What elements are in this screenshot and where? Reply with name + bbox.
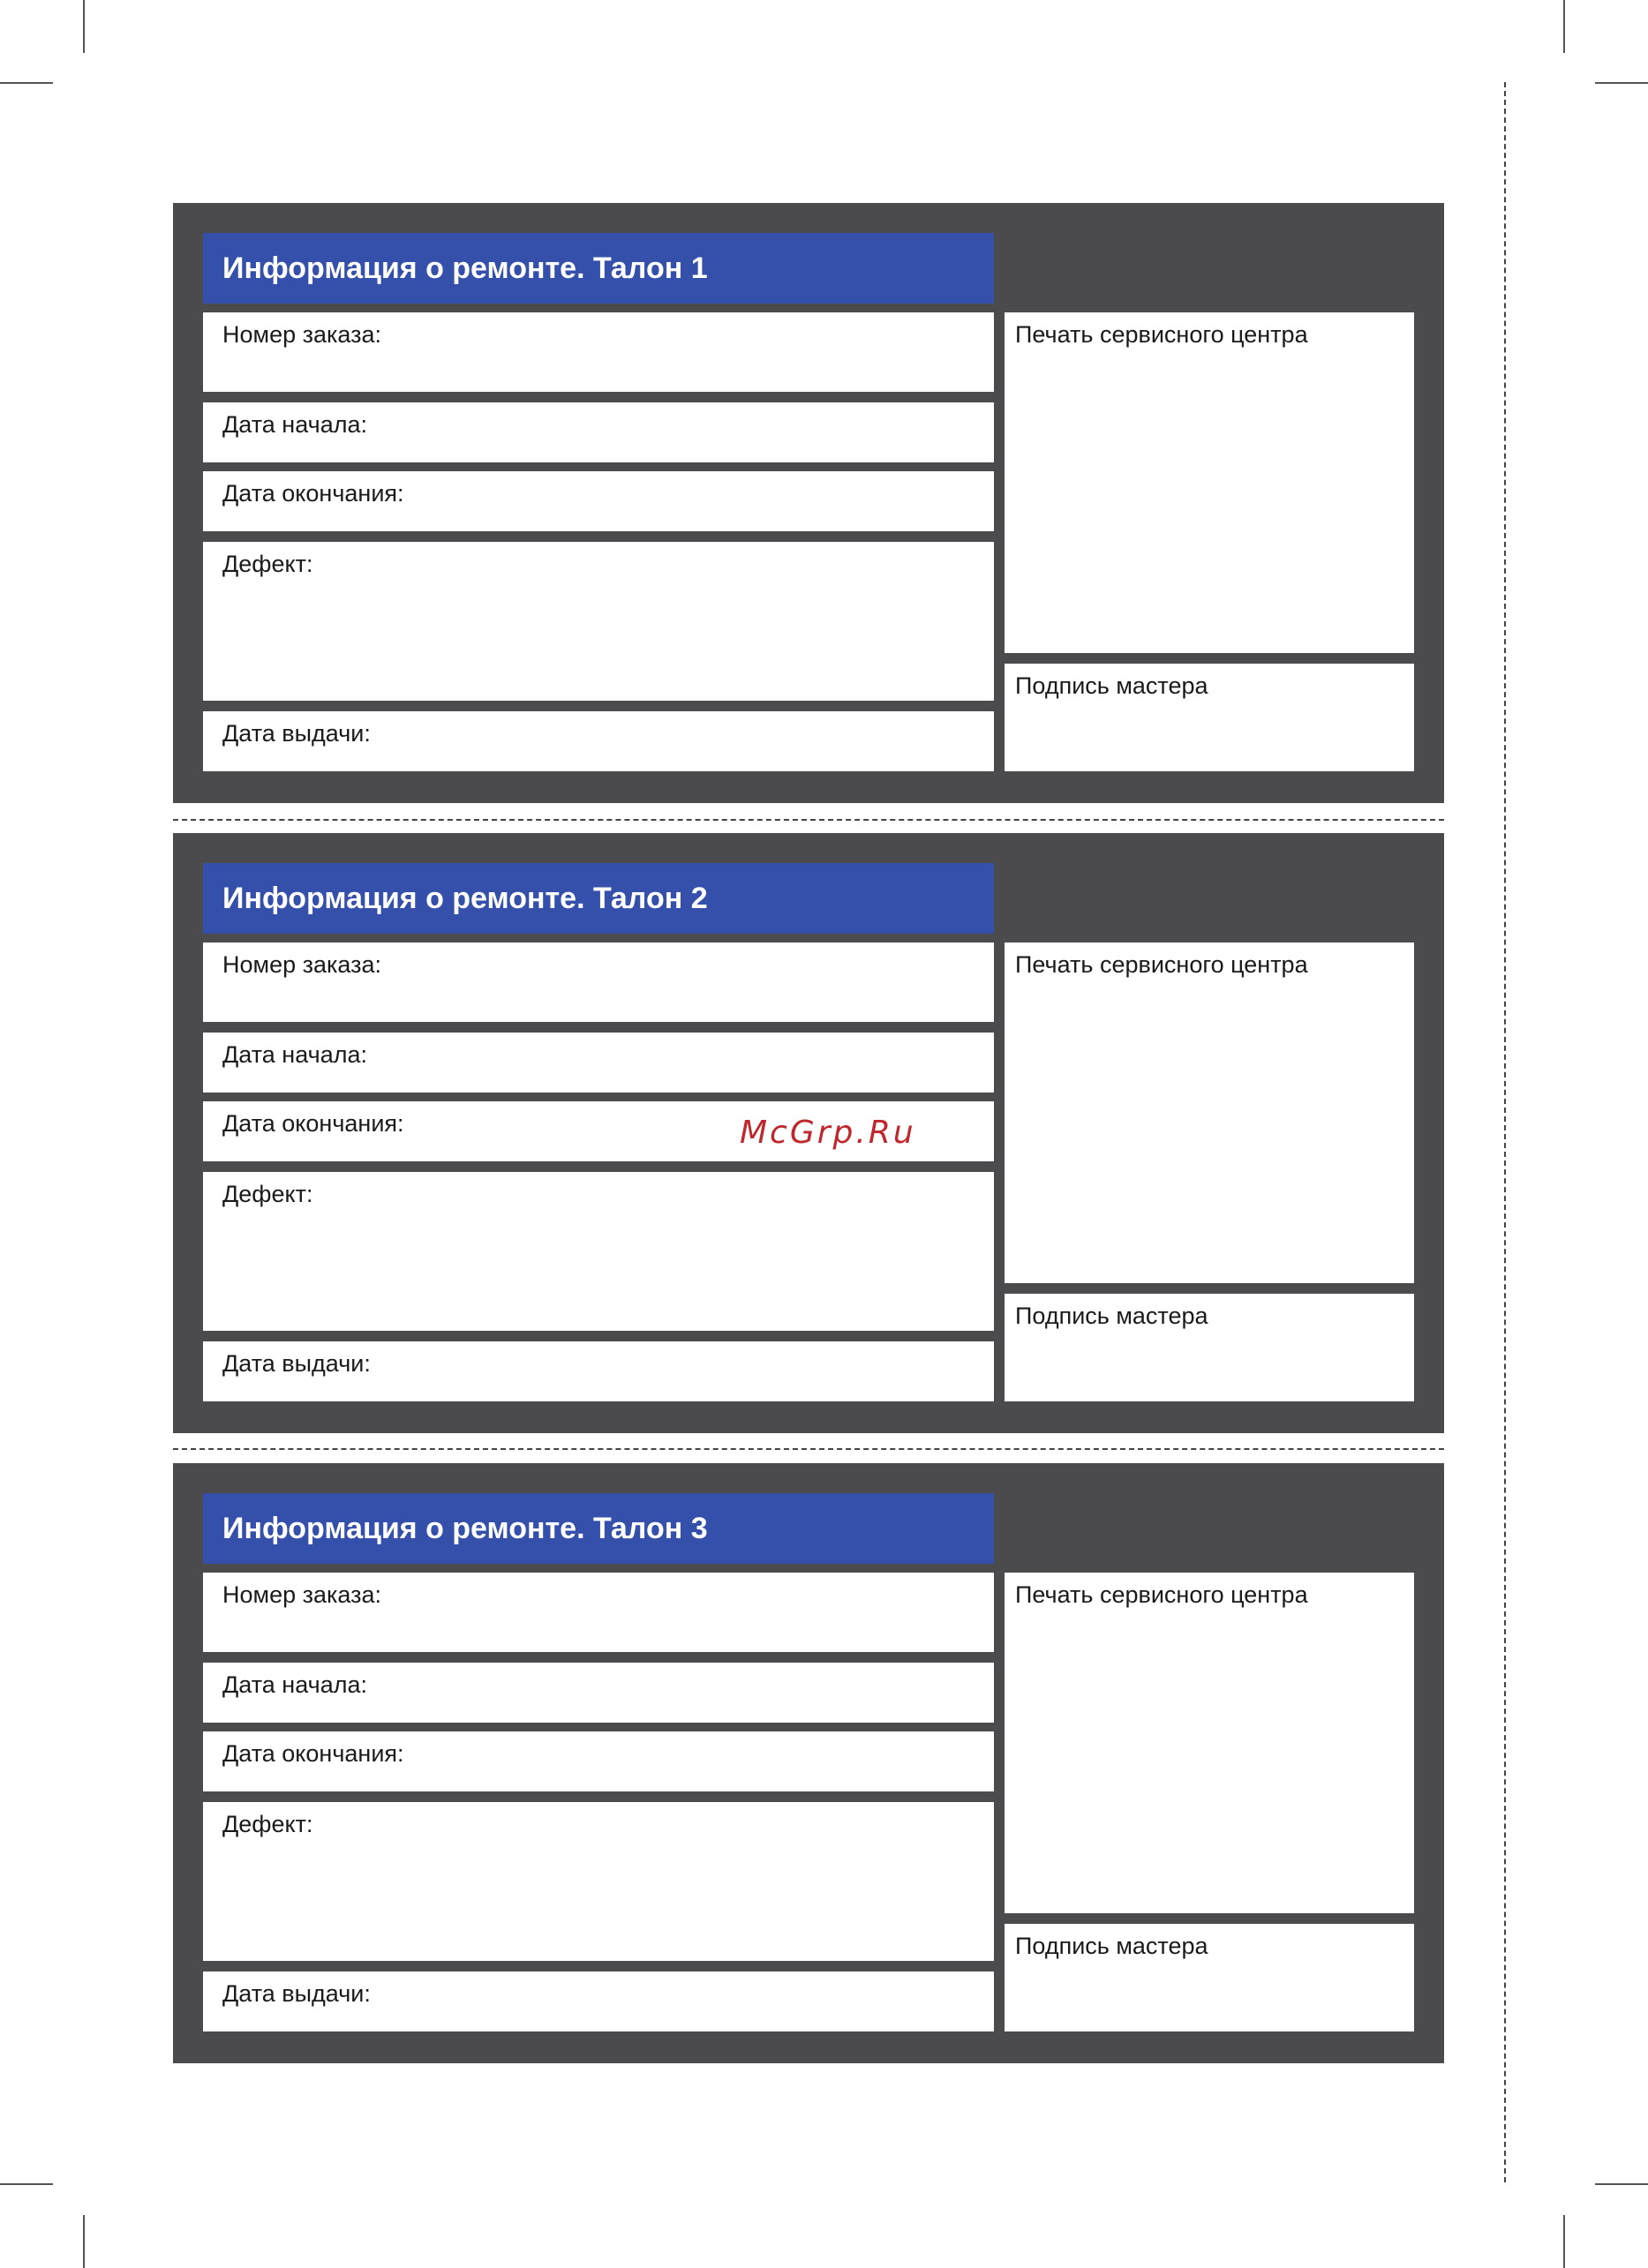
order-number-field[interactable]: Номер заказа: [203,312,994,392]
master-signature-box[interactable]: Подпись мастера [1005,1924,1414,2031]
end-date-field[interactable]: Дата окончания: [203,1731,994,1791]
crop-mark [1595,82,1648,84]
watermark-text: McGrp.Ru [740,1115,916,1151]
issue-date-field[interactable]: Дата выдачи: [203,711,994,771]
coupon-title: Информация о ремонте. Талон 3 [203,1493,994,1564]
crop-mark [0,82,53,84]
start-date-field[interactable]: Дата начала: [203,1663,994,1723]
service-stamp-box: Печать сервисного центра [1005,1573,1414,1913]
crop-mark [1563,2215,1565,2268]
issue-date-field[interactable]: Дата выдачи: [203,1971,994,2031]
cut-line-horizontal [173,819,1444,821]
defect-field[interactable]: Дефект: [203,1172,994,1331]
order-number-field[interactable]: Номер заказа: [203,1573,994,1652]
repair-coupon-1 [173,203,1444,803]
cut-line-vertical [1504,82,1506,2182]
start-date-field[interactable]: Дата начала: [203,1033,994,1093]
defect-field[interactable]: Дефект: [203,542,994,701]
coupon-title: Информация о ремонте. Талон 1 [203,233,994,304]
service-stamp-box: Печать сервисного центра [1005,312,1414,653]
repair-coupon-3 [173,1463,1444,2063]
cut-line-horizontal [173,1448,1444,1450]
issue-date-field[interactable]: Дата выдачи: [203,1341,994,1401]
crop-mark [83,2215,85,2268]
master-signature-box[interactable]: Подпись мастера [1005,1294,1414,1401]
crop-mark [0,2183,53,2185]
order-number-field[interactable]: Номер заказа: [203,942,994,1022]
master-signature-box[interactable]: Подпись мастера [1005,664,1414,771]
service-stamp-box: Печать сервисного центра [1005,942,1414,1283]
end-date-field[interactable]: Дата окончания: [203,1101,994,1161]
crop-mark [1595,2183,1648,2185]
defect-field[interactable]: Дефект: [203,1802,994,1961]
end-date-field[interactable]: Дата окончания: [203,471,994,531]
coupon-title: Информация о ремонте. Талон 2 [203,863,994,934]
start-date-field[interactable]: Дата начала: [203,402,994,462]
crop-mark [1563,0,1565,53]
crop-mark [83,0,85,53]
